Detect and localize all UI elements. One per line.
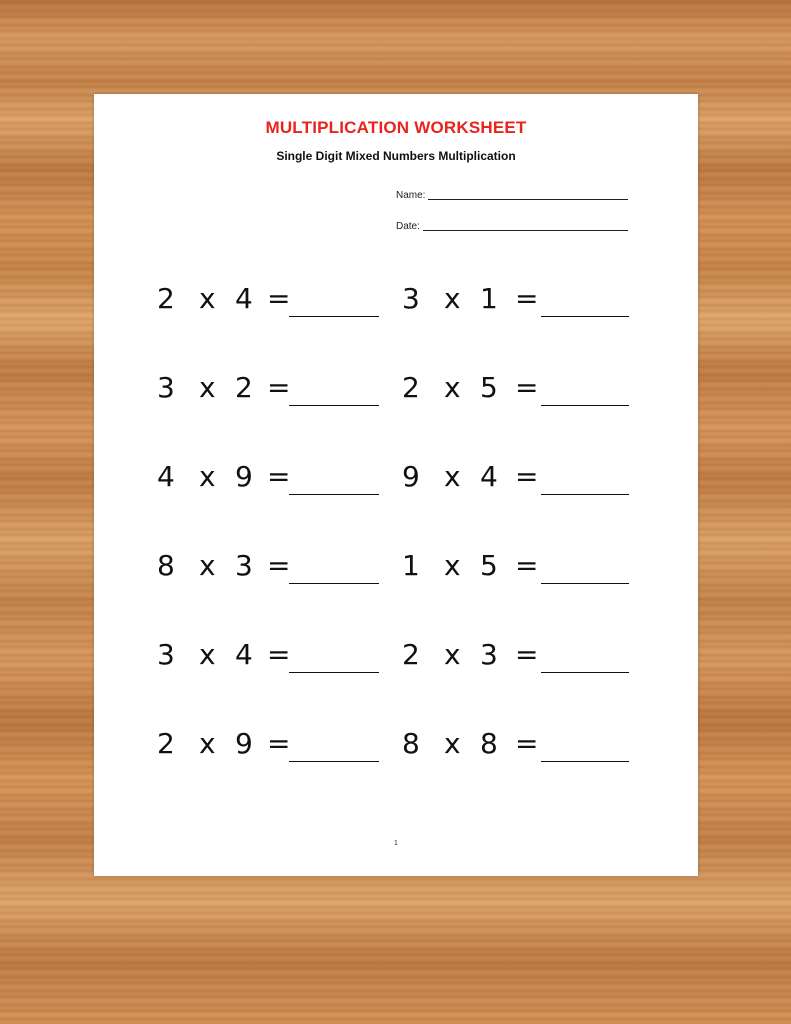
problem-item <box>157 635 379 675</box>
factor-b: 3 <box>480 638 498 671</box>
worksheet-page <box>94 94 698 876</box>
factor-a: 3 <box>157 371 175 404</box>
answer-blank[interactable] <box>289 761 379 762</box>
factor-b: 4 <box>235 638 253 671</box>
name-line[interactable] <box>428 199 628 200</box>
problem-item <box>157 457 379 497</box>
times-operator: x <box>444 549 461 582</box>
equals-sign: = <box>267 727 291 760</box>
factor-b: 2 <box>235 371 253 404</box>
answer-blank[interactable] <box>289 316 379 317</box>
page-number: 1 <box>394 840 398 847</box>
equals-sign: = <box>515 638 539 671</box>
equals-sign: = <box>515 371 539 404</box>
answer-blank[interactable] <box>289 494 379 495</box>
factor-a: 4 <box>157 460 175 493</box>
equals-sign: = <box>267 638 291 671</box>
times-operator: x <box>199 727 216 760</box>
factor-b: 9 <box>235 460 253 493</box>
answer-blank[interactable] <box>541 583 629 584</box>
times-operator: x <box>444 282 461 315</box>
factor-a: 8 <box>402 727 420 760</box>
answer-blank[interactable] <box>541 405 629 406</box>
times-operator: x <box>444 460 461 493</box>
factor-a: 8 <box>157 549 175 582</box>
problem-item <box>402 546 629 586</box>
times-operator: x <box>444 727 461 760</box>
answer-blank[interactable] <box>541 761 629 762</box>
factor-b: 8 <box>480 727 498 760</box>
factor-a: 2 <box>402 371 420 404</box>
problem-item <box>157 546 379 586</box>
factor-a: 2 <box>157 282 175 315</box>
worksheet-subtitle: Single Digit Mixed Numbers Multiplication <box>276 149 516 163</box>
name-field[interactable] <box>396 185 628 201</box>
factor-a: 3 <box>157 638 175 671</box>
date-field[interactable] <box>396 216 628 232</box>
times-operator: x <box>199 638 216 671</box>
factor-b: 9 <box>235 727 253 760</box>
equals-sign: = <box>267 460 291 493</box>
times-operator: x <box>199 371 216 404</box>
equals-sign: = <box>267 371 291 404</box>
problem-item <box>157 279 379 319</box>
factor-a: 1 <box>402 549 420 582</box>
factor-a: 3 <box>402 282 420 315</box>
name-label: Name: <box>396 190 426 201</box>
factor-b: 5 <box>480 371 498 404</box>
answer-blank[interactable] <box>289 405 379 406</box>
problem-item <box>402 635 629 675</box>
equals-sign: = <box>515 282 539 315</box>
factor-a: 9 <box>402 460 420 493</box>
equals-sign: = <box>515 460 539 493</box>
problem-item <box>157 368 379 408</box>
factor-b: 4 <box>235 282 253 315</box>
factor-a: 2 <box>157 727 175 760</box>
factor-b: 1 <box>480 282 498 315</box>
times-operator: x <box>199 282 216 315</box>
equals-sign: = <box>267 549 291 582</box>
answer-blank[interactable] <box>541 494 629 495</box>
problem-item <box>402 724 629 764</box>
worksheet-title: MULTIPLICATION WORKSHEET <box>265 118 527 137</box>
factor-b: 4 <box>480 460 498 493</box>
times-operator: x <box>444 638 461 671</box>
answer-blank[interactable] <box>289 672 379 673</box>
equals-sign: = <box>267 282 291 315</box>
answer-blank[interactable] <box>541 316 629 317</box>
problem-item <box>402 279 629 319</box>
factor-b: 3 <box>235 549 253 582</box>
date-label: Date: <box>396 221 420 232</box>
factor-b: 5 <box>480 549 498 582</box>
problem-item <box>402 368 629 408</box>
date-line[interactable] <box>423 230 628 231</box>
equals-sign: = <box>515 727 539 760</box>
factor-a: 2 <box>402 638 420 671</box>
answer-blank[interactable] <box>289 583 379 584</box>
equals-sign: = <box>515 549 539 582</box>
times-operator: x <box>199 549 216 582</box>
problem-item <box>157 724 379 764</box>
times-operator: x <box>199 460 216 493</box>
times-operator: x <box>444 371 461 404</box>
answer-blank[interactable] <box>541 672 629 673</box>
problem-item <box>402 457 629 497</box>
